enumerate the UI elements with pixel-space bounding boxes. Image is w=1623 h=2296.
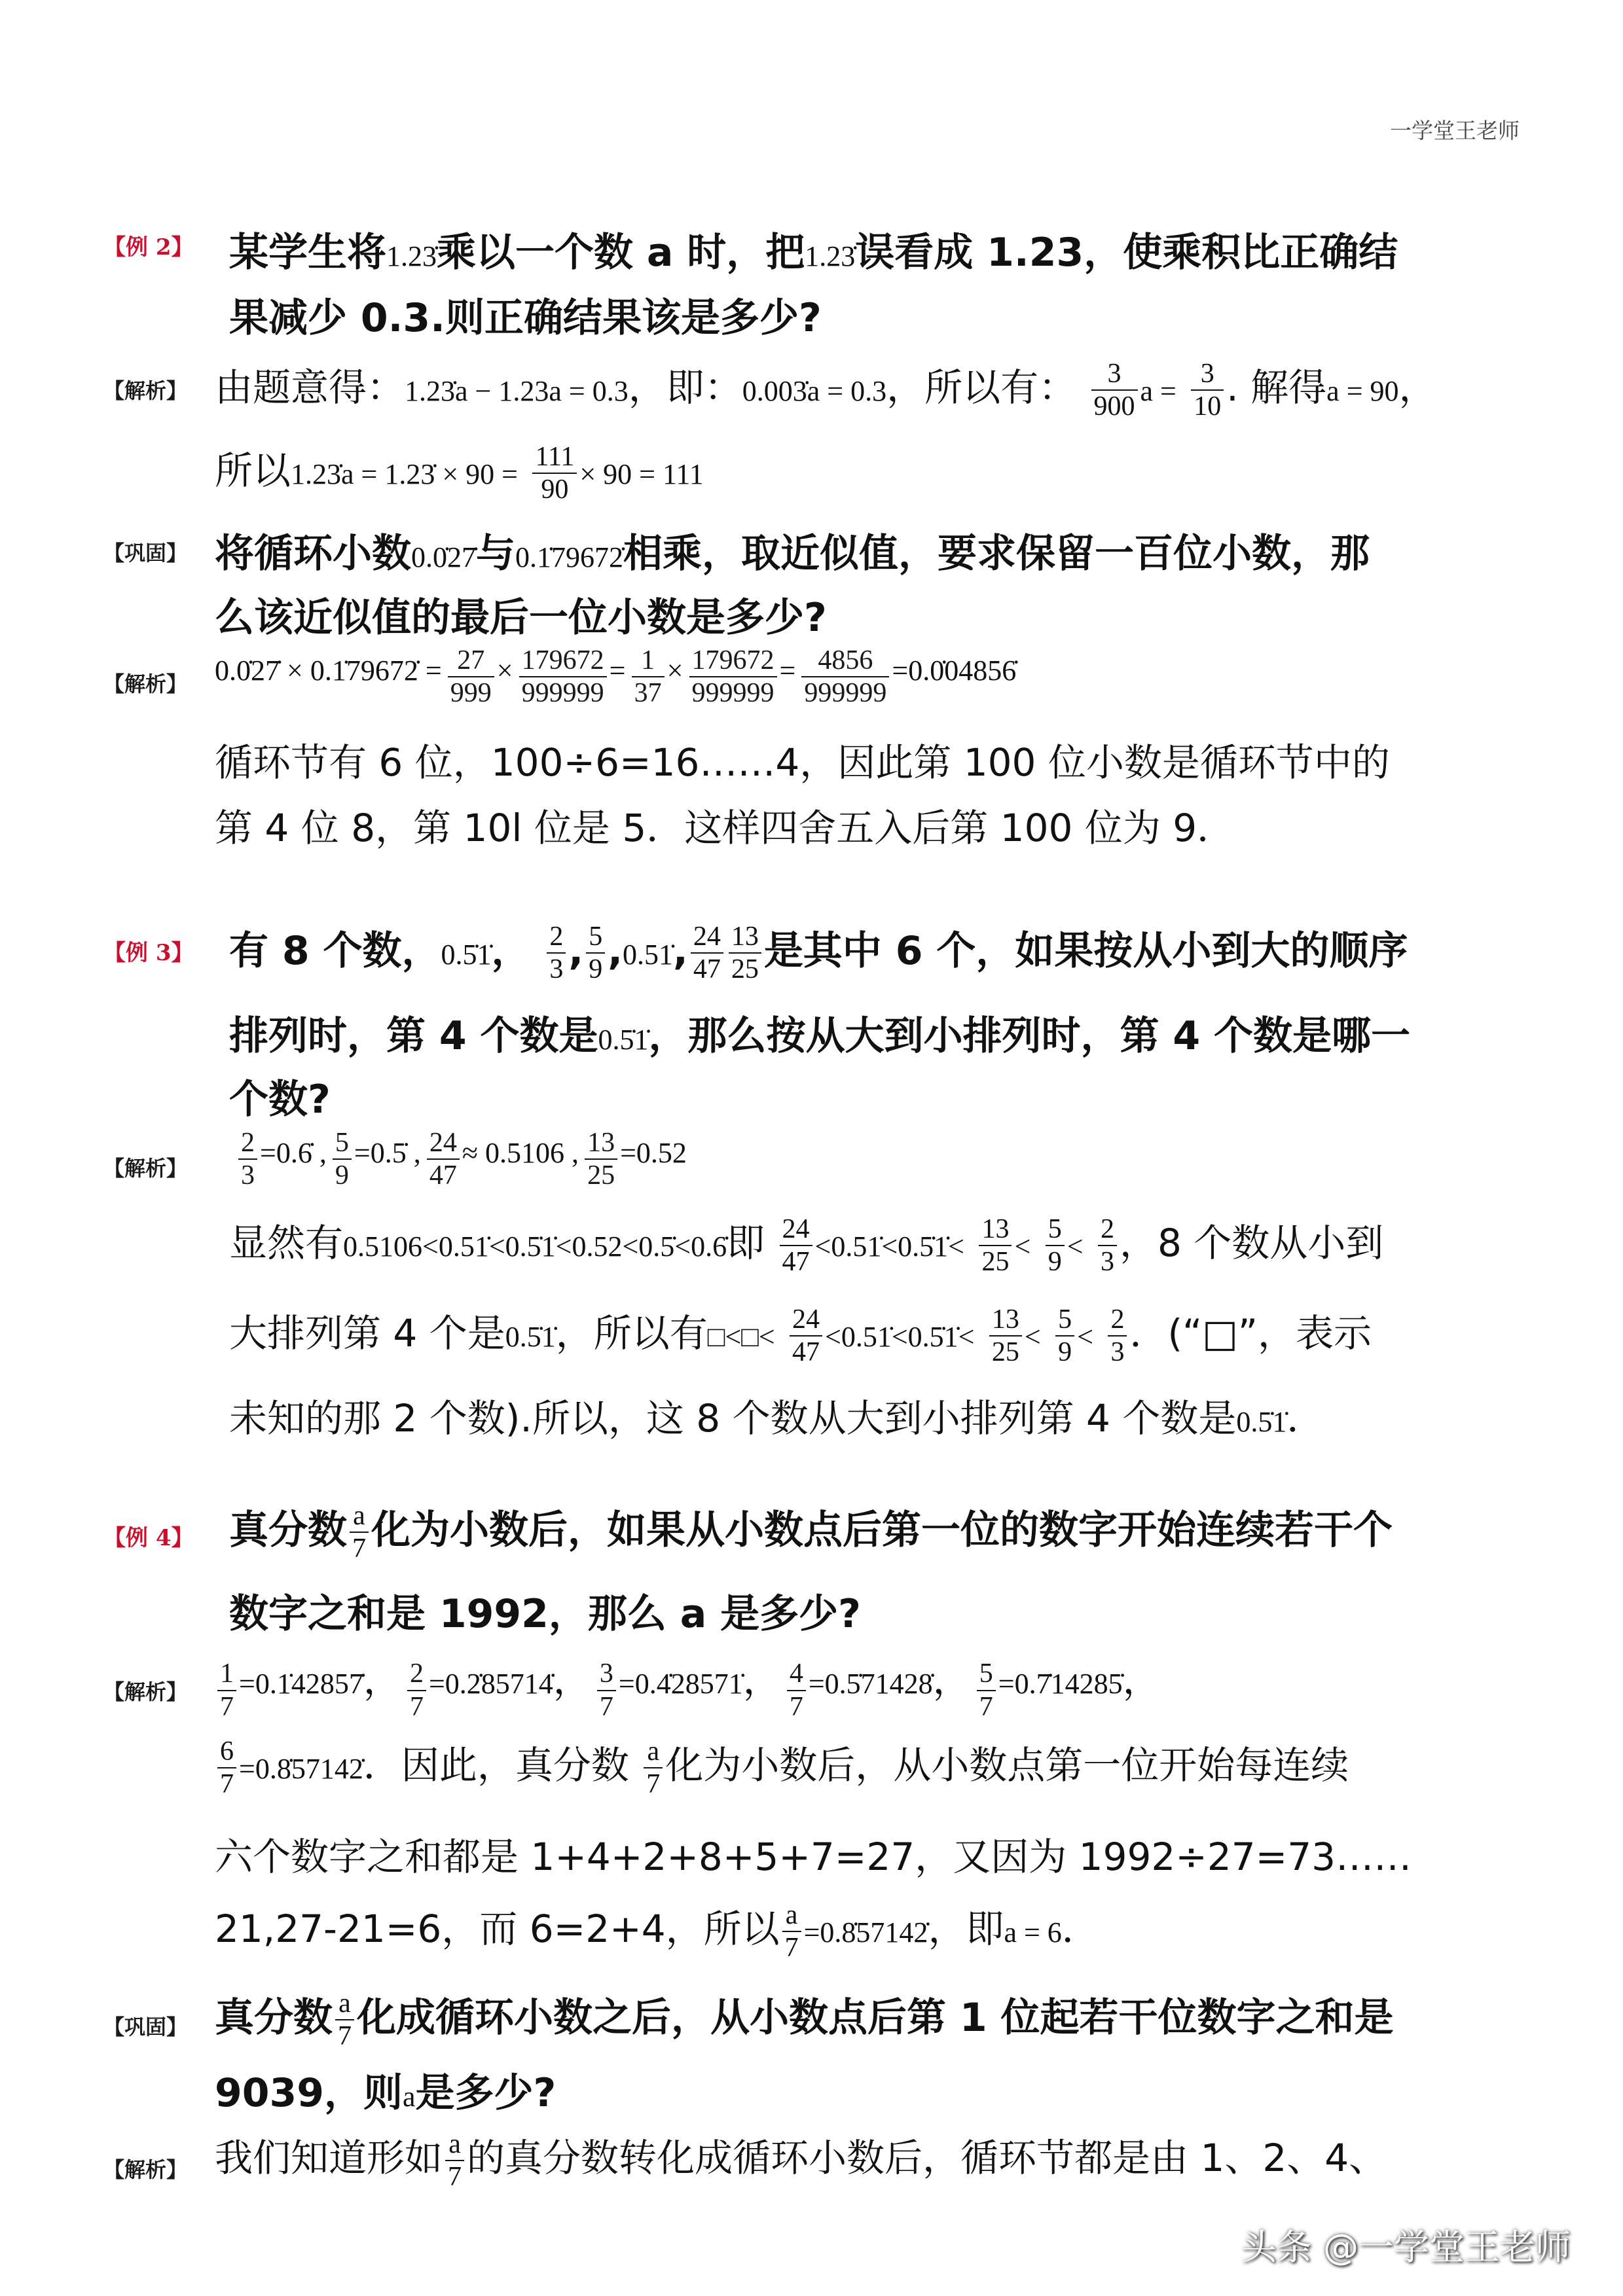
c1-solution-line-1: 0.0̇27̇ × 0.1̇79672̇ = $\frac{27}{999}$ × $\frac{179672}{999999}$ = $\frac{1}{37}$ × $\frac{179672}{999999}$ = $\frac{4856}{999999}$ =0.0̇04856̇ bbox=[215, 645, 1017, 709]
c1-solution-line-2: 循环节有 6 位，100÷6=16……4，因此第 100 位小数是循环节中的 bbox=[215, 740, 1390, 785]
tag-analysis: 【解析】 bbox=[103, 1156, 188, 1181]
ex3-solution-line-3: 大排列第 4 个是0.5̇1̇，所以有□<□< $\frac{24}{47}$ <0.51̇<0.5̇1̇< $\frac{13}{25}$ < $\frac{5}{9}$ < $\frac{2}{3}$ ．(“□”，表示 bbox=[229, 1304, 1372, 1367]
c1-solution-line-3: 第 4 位 8，第 10l 位是 5．这样四舍五入后第 100 位为 9． bbox=[215, 806, 1235, 850]
footer-watermark: 头条 @一学堂王老师 bbox=[1241, 2227, 1571, 2268]
ex3-solution-line-4: 未知的那 2 个数).所以，这 8 个数从大到小排列第 4 个数是0.5̇1̇． bbox=[229, 1396, 1325, 1441]
tag-example-3: 【例 3】 bbox=[103, 940, 194, 966]
ex2-question-line-2: 果减少 0.3.则正确结果该是多少? bbox=[229, 295, 822, 341]
tag-analysis: 【解析】 bbox=[103, 2157, 188, 2182]
ex2-solution-line-1: 由题意得：1.23̇a − 1.23a = 0.3，即：0.003̇a = 0.3，所以有： $\frac{3}{900}$ a = $\frac{3}{10}$ . 解得a = 90， bbox=[215, 358, 1437, 422]
ex4-solution-line-3: 六个数字之和都是 1+4+2+8+5+7=27，又因为 1992÷27=73…… bbox=[215, 1835, 1412, 1879]
ex2-question-line-1: 某学生将1.23̇乘以一个数 a 时，把1.23̇误看成 1.23，使乘积比正确结 bbox=[229, 230, 1398, 276]
tag-analysis: 【解析】 bbox=[103, 672, 188, 696]
tag-example-2: 【例 2】 bbox=[103, 234, 194, 260]
c1-question-line-2: 么该近似值的最后一位小数是多少? bbox=[215, 595, 827, 641]
ex3-solution-line-1: $\frac{2}{3}$ =0.6̇ , $\frac{5}{9}$ =0.5̇ , $\frac{24}{47}$ ≈ 0.5106 , $\frac{13}{25}$ =0.52 bbox=[236, 1127, 687, 1192]
tag-example-4: 【例 4】 bbox=[103, 1525, 194, 1551]
ex3-question-line-3: 个数? bbox=[229, 1077, 331, 1122]
ex3-question-line-2: 排列时，第 4 个数是0.5̇1̇，那么按从大到小排列时，第 4 个数是哪一 bbox=[229, 1013, 1411, 1059]
ex3-solution-line-2: 显然有0.5106<0.51̇<0.5̇1̇<0.52<0.5̇<0.6̇即 $\frac{24}{47}$ <0.51̇<0.5̇1̇< $\frac{13}{25}$ < $\frac{5}{9}$ < $\frac{2}{3}$ ，8 个数从小到 bbox=[229, 1213, 1384, 1277]
c2-question-line-1: 真分数 $\frac{a}{7}$ 化成循环小数之后，从小数点后第 1 位起若干位数字之和是 bbox=[215, 1988, 1394, 2052]
ex4-solution-line-1: $\frac{1}{7}$ =0.1̇42857̇， $\frac{2}{7}$ =0.2̇85714̇， $\frac{3}{7}$ =0.4̇28571̇， $\frac{4}{7}$ =0.5̇71428̇， $\frac{5}{7}$ =0.7̇14285̇， bbox=[215, 1649, 1161, 1723]
ex3-question-line-1: 有 8 个数，0.5̇1̇， $\frac{2}{3}$ , $\frac{5}{9}$ ,0.51̇, $\frac{24}{47}$ $\frac{13}{25}$ 是其中 6 个，如果按从小到大的顺序 bbox=[229, 922, 1408, 985]
tag-analysis: 【解析】 bbox=[103, 378, 188, 403]
ex4-question-line-1: 真分数 $\frac{a}{7}$ 化为小数后，如果从小数点后第一位的数字开始连续若干个 bbox=[229, 1501, 1393, 1564]
tag-analysis: 【解析】 bbox=[103, 1679, 188, 1704]
c2-question-line-2: 9039，则a是多少? bbox=[215, 2070, 556, 2116]
tag-consolidate: 【巩固】 bbox=[103, 541, 188, 565]
ex4-solution-line-4: 21,27-21=6，而 6=2+4，所以 $\frac{a}{7}$ =0.8̇57142̇，即a = 6． bbox=[215, 1899, 1100, 1963]
header-author: 一学堂王老师 bbox=[1390, 118, 1520, 143]
ex4-question-line-2: 数字之和是 1992，那么 a 是多少? bbox=[229, 1591, 861, 1637]
c2-solution-line-1: 我们知道形如 $\frac{a}{7}$ 的真分数转化成循环小数后，循环节都是由 1、2、4、 bbox=[215, 2128, 1387, 2192]
c1-question-line-1: 将循环小数0.0̇27̇与0.1̇79672̇相乘，取近似值，要求保留一百位小数，那 bbox=[215, 531, 1370, 577]
tag-consolidate: 【巩固】 bbox=[103, 2015, 188, 2039]
ex4-solution-line-2: $\frac{6}{7}$ =0.8̇57142̇．因此，真分数 $\frac{a}{7}$ 化为小数后，从小数点第一位开始每连续 bbox=[215, 1734, 1349, 1800]
ex2-solution-line-2: 所以1.23̇a = 1.23̇ × 90 = $\frac{111}{90}$ × 90 = 111 bbox=[215, 441, 704, 505]
